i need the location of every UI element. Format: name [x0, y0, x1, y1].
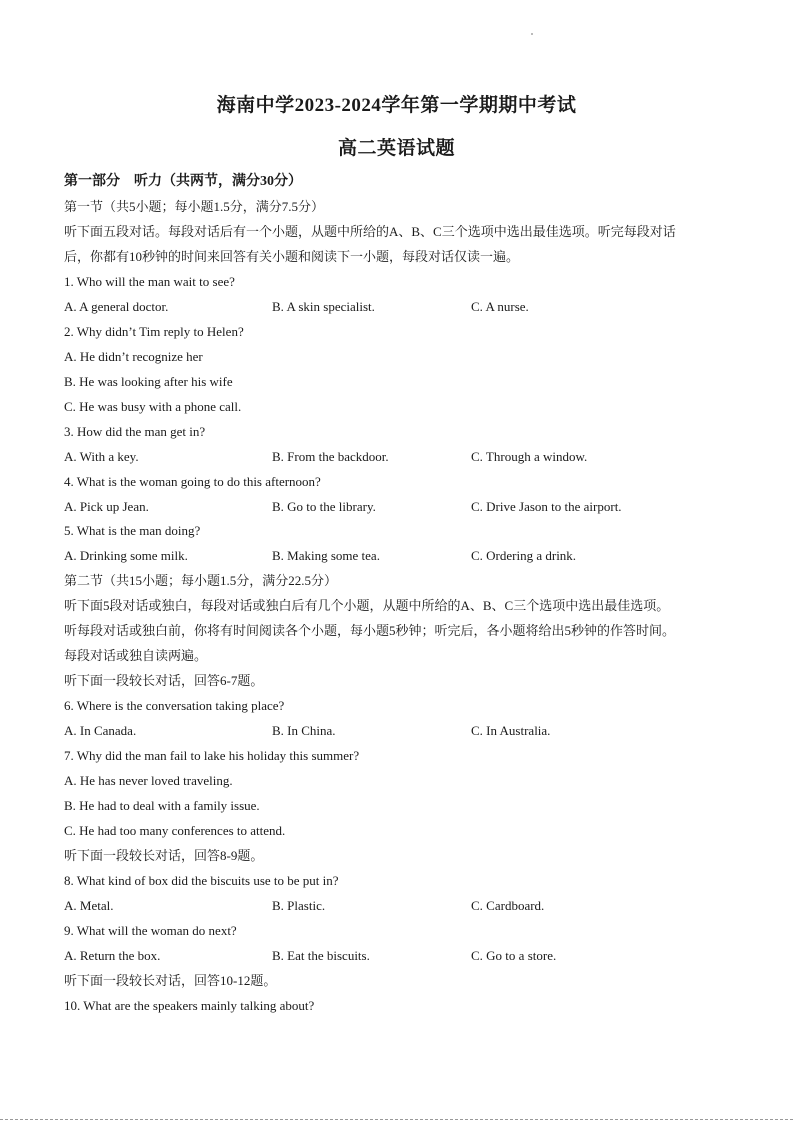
scan-dot [531, 33, 533, 35]
question-2-stem: 2. Why didn’t Tim reply to Helen? [64, 324, 244, 339]
note-questions-8-9: 听下面一段较长对话，回答8-9题。 [64, 848, 264, 863]
question-7-option-a: A. He has never loved traveling. [64, 773, 233, 788]
exam-title: 海南中学2023-2024学年第一学期期中考试 [216, 95, 577, 116]
question-3-stem: 3. How did the man get in? [64, 424, 206, 439]
section1-instruction-line2: 后，你都有10秒钟的时间来回答有关小题和阅读下一小题，每段对话仅读一遍。 [64, 249, 520, 264]
question-5-stem: 5. What is the man doing? [64, 523, 201, 538]
page-bottom-border [0, 1119, 793, 1121]
note-questions-10-12: 听下面一段较长对话，回答10-12题。 [64, 973, 277, 988]
note-questions-6-7: 听下面一段较长对话，回答6-7题。 [64, 673, 264, 688]
question-8-stem: 8. What kind of box did the biscuits use to be put in? [64, 873, 339, 888]
question-5-option-a: A. Drinking some milk. [64, 548, 188, 563]
section2-heading: 第二节（共15小题；每小题1.5分，满分22.5分） [64, 573, 338, 588]
question-6-option-a: A. In Canada. [64, 723, 137, 738]
question-7-stem: 7. Why did the man fail to lake his holiday this summer? [64, 748, 360, 763]
section2-instruction-line1: 听下面5段对话或独白，每段对话或独白后有几个小题，从题中所给的A、B、C三个选项中选出最佳选项。 [64, 598, 670, 613]
question-8-option-b: B. Plastic. [272, 898, 326, 913]
question-9-option-a: A. Return the box. [64, 948, 161, 963]
question-5-option-b: B. Making some tea. [272, 548, 380, 563]
question-2-option-b: B. He was looking after his wife [64, 374, 233, 389]
section1-instruction-line1: 听下面五段对话。每段对话后有一个小题，从题中所给的A、B、C三个选项中选出最佳选项。听完每段对话 [64, 224, 676, 239]
question-4-option-c: C. Drive Jason to the airport. [471, 499, 622, 514]
question-5-option-c: C. Ordering a drink. [471, 548, 577, 563]
question-8-option-a: A. Metal. [64, 898, 114, 913]
question-1-option-a: A. A general doctor. [64, 299, 169, 314]
question-10-stem: 10. What are the speakers mainly talking about? [64, 998, 315, 1013]
question-6-option-b: B. In China. [272, 723, 336, 738]
question-4-stem: 4. What is the woman going to do this afternoon? [64, 474, 321, 489]
question-3-option-b: B. From the backdoor. [272, 449, 389, 464]
question-1-stem: 1. Who will the man wait to see? [64, 274, 235, 289]
exam-subtitle: 高二英语试题 [337, 138, 455, 159]
question-9-option-c: C. Go to a store. [471, 948, 557, 963]
section2-instruction-line2: 听每段对话或独白前，你将有时间阅读各个小题，每小题5秒钟；听完后，各小题将给出5秒钟的作答时间。 [64, 623, 676, 638]
question-9-stem: 9. What will the woman do next? [64, 923, 237, 938]
question-1-option-b: B. A skin specialist. [272, 299, 375, 314]
question-9-option-b: B. Eat the biscuits. [272, 948, 370, 963]
section1-heading: 第一节（共5小题；每小题1.5分，满分7.5分） [64, 199, 325, 214]
question-3-option-c: C. Through a window. [471, 449, 588, 464]
question-8-option-c: C. Cardboard. [471, 898, 545, 913]
question-4-option-b: B. Go to the library. [272, 499, 376, 514]
question-7-option-c: C. He had too many conferences to attend. [64, 823, 286, 838]
question-4-option-a: A. Pick up Jean. [64, 499, 149, 514]
question-7-option-b: B. He had to deal with a family issue. [64, 798, 260, 813]
part1-heading: 第一部分 听力（共两节，满分30分） [64, 174, 302, 189]
question-6-option-c: C. In Australia. [471, 723, 551, 738]
question-2-option-c: C. He was busy with a phone call. [64, 399, 242, 414]
section2-instruction-line3: 每段对话或独自读两遍。 [64, 648, 208, 663]
question-1-option-c: C. A nurse. [471, 299, 529, 314]
question-2-option-a: A. He didn’t recognize her [64, 349, 203, 364]
question-6-stem: 6. Where is the conversation taking place? [64, 698, 285, 713]
question-3-option-a: A. With a key. [64, 449, 139, 464]
